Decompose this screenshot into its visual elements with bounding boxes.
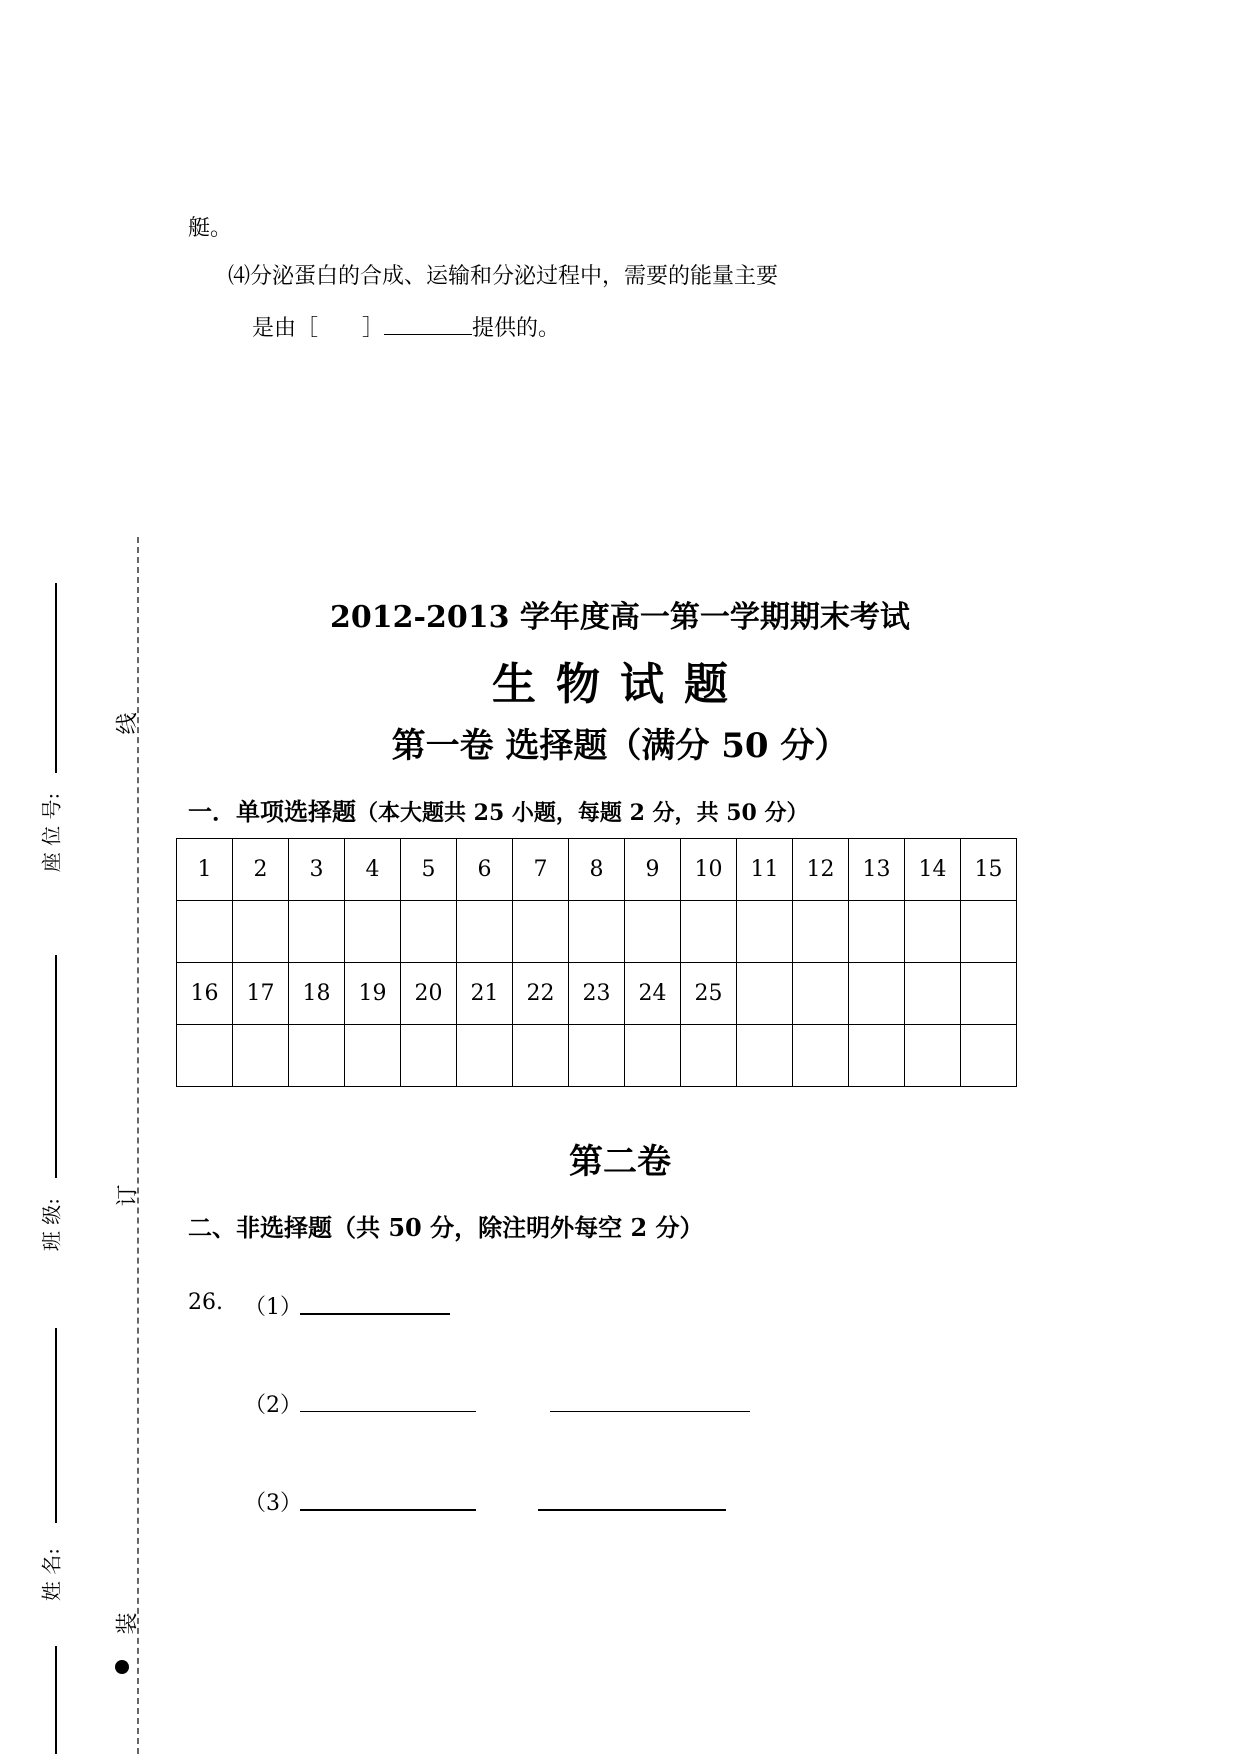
fragment-line-3 <box>252 312 560 344</box>
grid-number-cell: 25 <box>681 963 737 1025</box>
grid-number-cell: 12 <box>793 839 849 901</box>
grid-number-cell: 15 <box>961 839 1017 901</box>
grid-answer-cell[interactable] <box>457 1025 513 1087</box>
class-label: 班 级: <box>39 1197 64 1252</box>
q26-2-answer-blank-a[interactable] <box>300 1411 476 1412</box>
grid-number-cell <box>793 963 849 1025</box>
class-line[interactable] <box>55 955 57 1178</box>
seat-number-label: 座 位 号: <box>39 792 64 873</box>
exam-title: 2012-2013 学年度高一第一学期期末考试 <box>330 600 910 635</box>
section1-note: （本大题共 25 小题，每题 2 分，共 50 分） <box>356 800 809 826</box>
grid-number-cell: 8 <box>569 839 625 901</box>
grid-answer-cell[interactable] <box>513 901 569 963</box>
grid-answer-cell[interactable] <box>625 901 681 963</box>
grid-number-row-1 <box>177 839 1017 901</box>
grid-number-cell: 9 <box>625 839 681 901</box>
grid-answer-cell[interactable] <box>625 1025 681 1087</box>
q26-1-answer-blank[interactable] <box>300 1313 450 1315</box>
grid-number-cell: 17 <box>233 963 289 1025</box>
grid-answer-cell[interactable] <box>345 901 401 963</box>
grid-answer-cell[interactable] <box>401 1025 457 1087</box>
grid-number-cell: 10 <box>681 839 737 901</box>
grid-number-cell: 1 <box>177 839 233 901</box>
grid-number-cell: 7 <box>513 839 569 901</box>
q26-3-answer-blank-b[interactable] <box>538 1509 726 1511</box>
grid-number-cell: 18 <box>289 963 345 1025</box>
question-26-part-3-label: （3） <box>244 1491 302 1516</box>
section2-heading: 二、非选择题（共 50 分，除注明外每空 2 分） <box>188 1213 704 1242</box>
grid-answer-row-1 <box>177 901 1017 963</box>
name-line[interactable] <box>55 1328 57 1523</box>
subject-title: 生物试题 <box>492 659 748 710</box>
install-mark: 装 <box>115 1612 141 1635</box>
grid-answer-cell[interactable] <box>961 901 1017 963</box>
grid-number-cell: 2 <box>233 839 289 901</box>
fragment-blank[interactable] <box>384 312 472 335</box>
grid-number-cell <box>961 963 1017 1025</box>
grid-number-cell: 21 <box>457 963 513 1025</box>
fragment-line-3-suffix: 提供的。 <box>472 316 561 341</box>
grid-answer-cell[interactable] <box>961 1025 1017 1087</box>
grid-answer-row-2 <box>177 1025 1017 1087</box>
grid-number-cell: 13 <box>849 839 905 901</box>
grid-answer-cell[interactable] <box>905 901 961 963</box>
fragment-line-3-prefix: 是由［ ］ <box>252 316 385 341</box>
grid-number-cell <box>849 963 905 1025</box>
grid-answer-cell[interactable] <box>569 901 625 963</box>
seat-number-line[interactable] <box>55 583 57 773</box>
grid-answer-cell[interactable] <box>345 1025 401 1087</box>
grid-number-cell: 23 <box>569 963 625 1025</box>
grid-number-cell: 11 <box>737 839 793 901</box>
grid-number-cell: 5 <box>401 839 457 901</box>
grid-answer-cell[interactable] <box>513 1025 569 1087</box>
grid-answer-cell[interactable] <box>233 901 289 963</box>
q26-2-answer-blank-b[interactable] <box>550 1411 750 1412</box>
grid-number-cell: 22 <box>513 963 569 1025</box>
grid-answer-cell[interactable] <box>793 901 849 963</box>
grid-number-cell: 24 <box>625 963 681 1025</box>
question-26-part-2-label: （2） <box>244 1393 302 1418</box>
grid-answer-cell[interactable] <box>905 1025 961 1087</box>
grid-answer-cell[interactable] <box>177 901 233 963</box>
grid-answer-cell[interactable] <box>737 901 793 963</box>
bullet-dot-icon <box>115 1660 129 1674</box>
q26-3-answer-blank-a[interactable] <box>300 1509 476 1511</box>
grid-answer-cell[interactable] <box>233 1025 289 1087</box>
extra-line <box>55 1646 57 1754</box>
grid-answer-cell[interactable] <box>289 1025 345 1087</box>
grid-number-cell: 6 <box>457 839 513 901</box>
volume2-title: 第二卷 <box>569 1142 671 1182</box>
question-26-part-1-label: （1） <box>244 1295 302 1320</box>
grid-answer-cell[interactable] <box>737 1025 793 1087</box>
grid-answer-cell[interactable] <box>401 901 457 963</box>
grid-number-cell: 16 <box>177 963 233 1025</box>
volume1-title: 第一卷 选择题（满分 50 分） <box>391 726 849 766</box>
grid-number-cell: 14 <box>905 839 961 901</box>
grid-number-cell <box>737 963 793 1025</box>
grid-answer-cell[interactable] <box>681 901 737 963</box>
question-26-number: 26. <box>188 1290 223 1315</box>
bind-mark: 订 <box>115 1184 141 1207</box>
section1-heading-text: 一．单项选择题 <box>188 797 356 826</box>
grid-number-cell <box>905 963 961 1025</box>
name-label: 姓 名: <box>39 1547 64 1602</box>
fragment-line-2: ⑷分泌蛋白的合成、运输和分泌过程中，需要的能量主要 <box>228 264 779 289</box>
grid-answer-cell[interactable] <box>849 901 905 963</box>
fragment-line-1: 艇。 <box>188 216 233 241</box>
grid-number-cell: 4 <box>345 839 401 901</box>
grid-answer-cell[interactable] <box>849 1025 905 1087</box>
grid-number-row-2 <box>177 963 1017 1025</box>
grid-number-cell: 3 <box>289 839 345 901</box>
grid-answer-cell[interactable] <box>289 901 345 963</box>
grid-number-cell: 19 <box>345 963 401 1025</box>
grid-answer-cell[interactable] <box>569 1025 625 1087</box>
section1-heading <box>188 792 809 827</box>
grid-answer-cell[interactable] <box>793 1025 849 1087</box>
grid-answer-cell[interactable] <box>177 1025 233 1087</box>
line-mark: 线 <box>115 712 141 735</box>
answer-grid <box>176 838 1017 1087</box>
grid-answer-cell[interactable] <box>457 901 513 963</box>
grid-answer-cell[interactable] <box>681 1025 737 1087</box>
grid-number-cell: 20 <box>401 963 457 1025</box>
